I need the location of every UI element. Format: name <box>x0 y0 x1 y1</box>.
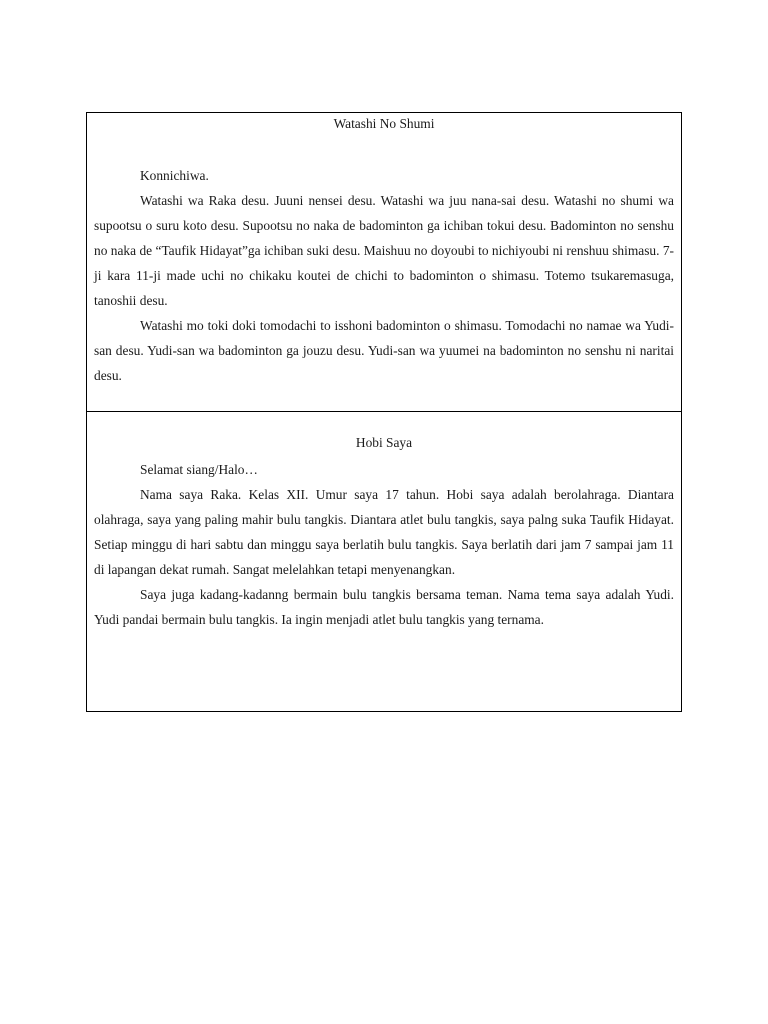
indonesian-paragraph-2: Saya juga kadang-kadanng bermain bulu tangkis bersama teman. Nama tema saya adalah Yudi. Yudi pandai bermain bulu tangkis. Ia ingin menjadi atlet bulu tangkis yang ternama. <box>94 587 674 627</box>
indonesian-paragraph-1: Nama saya Raka. Kelas XII. Umur saya 17 tahun. Hobi saya adalah berolahraga. Diantara olahraga, saya yang paling mahir bulu tangkis. Diantara atlet bulu tangkis, saya palng suka Taufik Hidayat. Setiap minggu di hari sabtu dan minggu saya berlatih bulu tangkis. Saya berlatih dari jam 7 sampai jam 11 di lapangan dekat rumah. Sangat melelahkan tetapi menyenangkan. <box>94 487 674 577</box>
indonesian-title: Hobi Saya <box>355 435 413 450</box>
japanese-paragraph-1: Watashi wa Raka desu. Juuni nensei desu. Watashi wa juu nana-sai desu. Watashi no shumi wa supootsu o suru koto desu. Supootsu no naka de badominton ga ichiban tokui desu. Badominton no senshu no naka de “Taufik Hidayat”ga ichiban suki desu. Maishuu no doyoubi to nichiyoubi ni renshuu shimasu. 7-ji kara 11-ji made uchi no chikaku koutei de chichi to badominton o shimasu. Totemo tsukaremasuga, tanoshii desu. <box>94 193 674 308</box>
japanese-row <box>87 113 682 412</box>
spacer <box>94 138 674 163</box>
japanese-cell <box>87 113 682 412</box>
indonesian-greeting: Selamat siang/Halo… <box>140 462 258 477</box>
japanese-content <box>87 113 681 411</box>
japanese-greeting: Konnichiwa. <box>140 168 209 183</box>
indonesian-cell <box>87 412 682 712</box>
japanese-title: Watashi No Shumi <box>333 116 435 131</box>
indonesian-row <box>87 412 682 712</box>
japanese-paragraph-2: Watashi mo toki doki tomodachi to isshoni badominton o shimasu. Tomodachi no namae wa Yudi-san desu. Yudi-san wa badominton ga jouzu desu. Yudi-san wa yuumei na badominton no senshu ni naritai desu. <box>94 318 674 383</box>
indonesian-content <box>87 412 681 711</box>
essay-table <box>86 112 682 712</box>
